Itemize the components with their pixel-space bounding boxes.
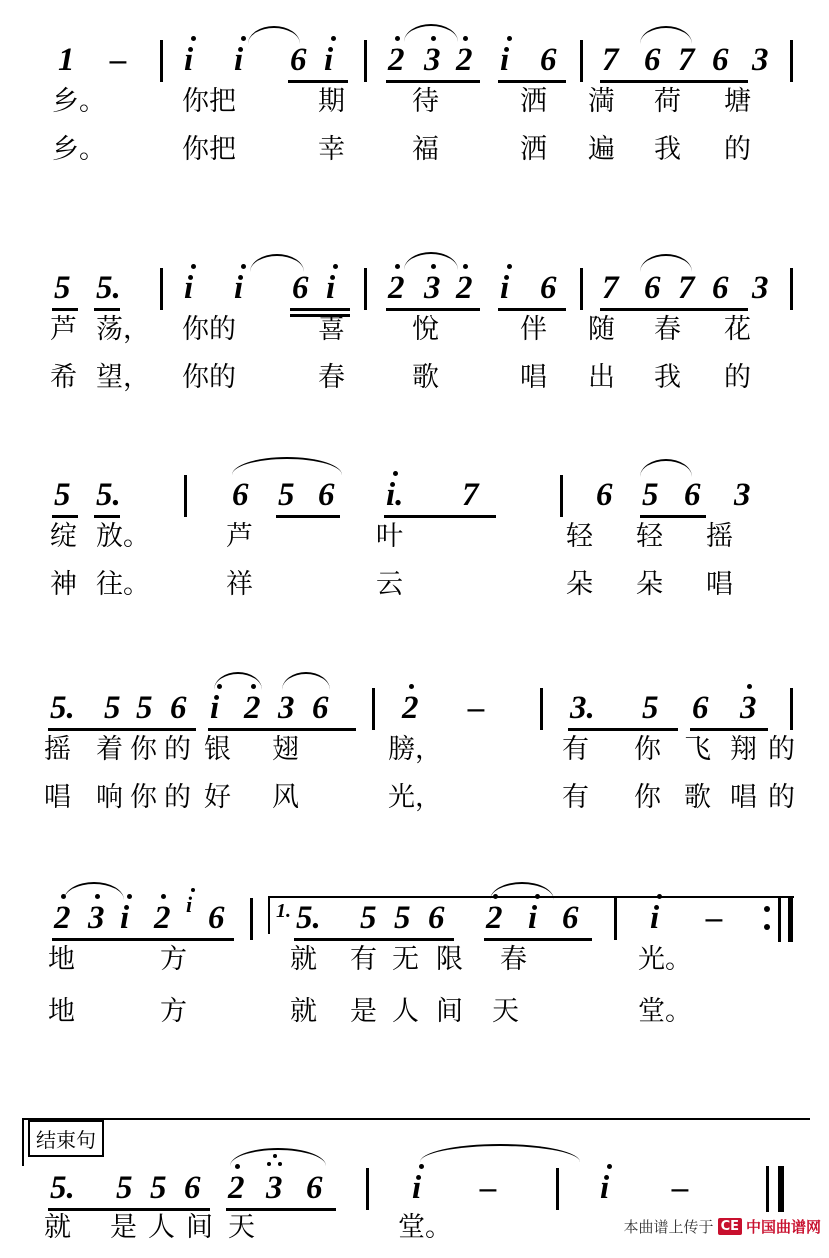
repeat-dot-icon <box>764 906 770 912</box>
note: 5 <box>360 900 377 936</box>
repeat-number-label: 1. <box>276 900 291 922</box>
lyric-syllable: 乡。 <box>52 134 106 165</box>
lyric-syllable: 幸 <box>318 134 345 165</box>
note: i <box>650 900 660 936</box>
note: 2 <box>388 42 405 78</box>
lyric-syllable: 的 <box>768 782 795 813</box>
grace-note: i <box>186 892 193 917</box>
barline <box>184 475 187 517</box>
note: i <box>184 42 194 78</box>
lyric-syllable: 限 <box>436 944 463 975</box>
lyric-syllable: 有 <box>562 734 589 765</box>
octave-dot-icon <box>507 264 512 269</box>
barline <box>372 688 375 730</box>
octave-dot-icon <box>395 36 400 41</box>
note: 2 <box>244 690 261 726</box>
lyric-syllable: 朵 <box>636 569 663 600</box>
note: 7 <box>602 270 619 306</box>
lyric-syllable: 伴 <box>520 314 547 345</box>
note-rest-dash: – <box>480 1170 497 1206</box>
octave-dot-icon <box>127 894 132 899</box>
note: 5 <box>54 477 71 513</box>
lyric-syllable: 洒 <box>520 134 547 165</box>
lyrics-row-4b <box>0 784 829 828</box>
barline <box>766 1166 769 1212</box>
lyric-syllable: 摇 <box>706 521 733 552</box>
lyric-syllable: 天 <box>492 996 519 1027</box>
barline <box>790 268 793 310</box>
barline <box>540 688 543 730</box>
lyric-syllable: 満 <box>588 86 615 117</box>
octave-dot-icon <box>535 894 540 899</box>
note: 5 <box>278 477 295 513</box>
lyrics-row-2b <box>0 364 829 408</box>
lyric-syllable: 歌 <box>684 782 711 813</box>
beam-line <box>94 515 120 518</box>
lyric-syllable: 银 <box>204 734 231 765</box>
barline <box>580 40 583 82</box>
system-4 <box>0 670 829 820</box>
note: 3 <box>734 477 751 513</box>
lyric-syllable: 芦 <box>50 314 77 345</box>
beam-line <box>386 308 480 311</box>
note: 6 <box>184 1170 201 1206</box>
note: 5 <box>136 690 153 726</box>
beam-line <box>276 515 340 518</box>
beam-line <box>384 515 496 518</box>
lyric-syllable: 神 <box>50 569 77 600</box>
note: i <box>210 690 220 726</box>
octave-dot-icon <box>395 264 400 269</box>
beam-line <box>48 1208 210 1211</box>
lyric-syllable: 云 <box>376 569 403 600</box>
lyrics-row-3b <box>0 571 829 615</box>
lyrics-row-5b <box>0 998 829 1042</box>
note: 3 <box>424 270 441 306</box>
section-label-ending: 结束句 <box>28 1120 104 1157</box>
note: 6 <box>318 477 335 513</box>
note: 7 <box>602 42 619 78</box>
lyric-syllable: 就 <box>290 996 317 1027</box>
lyric-syllable: 歌 <box>412 362 439 393</box>
octave-dot-icon <box>419 1164 424 1169</box>
note: 5. <box>96 477 121 513</box>
slur-icon <box>490 882 554 900</box>
note: 6 <box>292 270 309 306</box>
octave-dot-icon <box>251 684 256 689</box>
note: 5 <box>642 690 659 726</box>
octave-dot-icon <box>431 264 436 269</box>
note: 6 <box>562 900 579 936</box>
lyrics-row-5a <box>0 946 829 990</box>
note: 5 <box>642 477 659 513</box>
note: 3 <box>278 690 295 726</box>
lyric-syllable: 的 <box>164 734 191 765</box>
beam-line <box>568 728 678 731</box>
lyric-syllable: 唱 <box>44 782 71 813</box>
beam-line <box>226 1208 336 1211</box>
beam-line <box>48 728 196 731</box>
lyrics-row-2a <box>0 316 829 360</box>
lyrics-row-3a <box>0 523 829 567</box>
lyric-syllable: 唱 <box>706 569 733 600</box>
lyric-syllable: 翔 <box>730 734 757 765</box>
lyric-syllable: 唱 <box>730 782 757 813</box>
lyric-syllable: 芦 <box>226 521 253 552</box>
slur-icon <box>640 459 692 477</box>
barline <box>250 898 253 940</box>
lyric-syllable: 期 <box>318 86 345 117</box>
note: 6 <box>644 270 661 306</box>
beam-line <box>498 308 566 311</box>
lyric-syllable: 往。 <box>96 569 150 600</box>
lyric-syllable: 待 <box>412 86 439 117</box>
note: i <box>500 42 510 78</box>
notation-row-6 <box>0 1150 829 1212</box>
lyric-syllable: 人 <box>148 1212 175 1243</box>
note: 5. <box>50 1170 75 1206</box>
lyric-syllable: 方 <box>160 996 187 1027</box>
note: 5. <box>50 690 75 726</box>
octave-dot-icon <box>493 894 498 899</box>
note-rest-dash: – <box>706 900 723 936</box>
lyric-syllable: 喜 <box>318 314 345 345</box>
lyric-syllable: 你的 <box>182 362 236 393</box>
lyric-syllable: 是 <box>350 996 377 1027</box>
note: 2 <box>228 1170 245 1206</box>
beam-line <box>484 938 592 941</box>
barline <box>580 268 583 310</box>
note: 3 <box>752 42 769 78</box>
lyric-syllable: 着 <box>96 734 123 765</box>
lyric-syllable: 春 <box>318 362 345 393</box>
note: i <box>412 1170 422 1206</box>
note: 3 <box>266 1170 283 1206</box>
lyric-syllable: 朵 <box>566 569 593 600</box>
lyric-syllable: 你的 <box>182 314 236 345</box>
lyric-syllable: 荡， <box>96 314 150 345</box>
note: 2 <box>456 270 473 306</box>
notation-row-4 <box>0 670 829 732</box>
notation-row-2 <box>0 250 829 312</box>
final-barline <box>778 1166 784 1212</box>
note: 5 <box>394 900 411 936</box>
lyric-syllable: 是 <box>110 1212 137 1243</box>
lyric-syllable: 你 <box>634 734 661 765</box>
lyric-syllable: 轻 <box>566 521 593 552</box>
beam-line <box>290 308 350 311</box>
lyric-syllable: 荷 <box>654 86 681 117</box>
note: 6 <box>232 477 249 513</box>
lyrics-row-4a <box>0 736 829 780</box>
note: 6 <box>170 690 187 726</box>
octave-dot-icon <box>463 264 468 269</box>
lyric-syllable: 间 <box>436 996 463 1027</box>
note: 6 <box>306 1170 323 1206</box>
lyric-syllable: 放。 <box>96 521 150 552</box>
note: 6 <box>290 42 307 78</box>
lyric-syllable: 方 <box>160 944 187 975</box>
note: i <box>324 42 334 78</box>
note: 6 <box>712 42 729 78</box>
note: 2 <box>486 900 503 936</box>
octave-dot-icon <box>463 36 468 41</box>
barline <box>614 898 617 940</box>
octave-dot-icon <box>273 1154 277 1158</box>
octave-dot-icon <box>507 36 512 41</box>
lyric-syllable: 希 <box>50 362 77 393</box>
system-3 <box>0 457 829 607</box>
note: 3 <box>88 900 105 936</box>
beam-line <box>600 80 748 83</box>
lyric-syllable: 你把 <box>182 86 236 117</box>
note: 6 <box>312 690 329 726</box>
octave-dot-icon <box>657 894 662 899</box>
note: 5 <box>116 1170 133 1206</box>
barline <box>778 896 781 942</box>
lyric-syllable: 绽 <box>50 521 77 552</box>
octave-dot-icon <box>217 684 222 689</box>
lyrics-row-1a <box>0 88 829 132</box>
lyric-syllable: 地 <box>48 944 75 975</box>
note: 5 <box>104 690 121 726</box>
note: i <box>120 900 130 936</box>
beam-line <box>498 80 566 83</box>
lyric-syllable: 堂。 <box>638 996 692 1027</box>
note: 6 <box>540 42 557 78</box>
lyric-syllable: 间 <box>186 1212 213 1243</box>
octave-dot-icon <box>333 264 338 269</box>
note: 3 <box>752 270 769 306</box>
note: 5 <box>54 270 71 306</box>
note: 6 <box>644 42 661 78</box>
octave-dot-icon <box>61 894 66 899</box>
octave-dot-icon <box>191 36 196 41</box>
note: 5. <box>296 900 321 936</box>
final-barline <box>788 896 793 942</box>
lyric-syllable: 我 <box>654 362 681 393</box>
lyric-syllable: 的 <box>164 782 191 813</box>
barline <box>790 40 793 82</box>
barline <box>364 268 367 310</box>
credit-text: 本曲谱上传于 <box>623 1218 714 1236</box>
notation-row-3 <box>0 457 829 519</box>
beam-line <box>208 728 356 731</box>
lyrics-row-1b <box>0 136 829 180</box>
lyric-syllable: 你 <box>130 734 157 765</box>
note: 6 <box>692 690 709 726</box>
lyric-syllable: 膀， <box>388 734 442 765</box>
barline <box>560 475 563 517</box>
lyric-syllable: 响 <box>96 782 123 813</box>
lyric-syllable: 就 <box>290 944 317 975</box>
octave-dot-icon <box>191 264 196 269</box>
slur-icon <box>64 882 124 900</box>
slur-icon <box>282 672 330 690</box>
lyric-syllable: 翅 <box>272 734 299 765</box>
lyric-syllable: 光。 <box>638 944 692 975</box>
site-name: 中国曲谱网 <box>745 1218 821 1236</box>
lyric-syllable: 有 <box>562 782 589 813</box>
note: 7 <box>462 477 479 513</box>
lyric-syllable: 天 <box>228 1212 255 1243</box>
barline <box>160 268 163 310</box>
barline <box>160 40 163 82</box>
lyric-syllable: 叶 <box>376 521 403 552</box>
system-2 <box>0 250 829 400</box>
octave-dot-icon <box>241 264 246 269</box>
note-rest-dash: – <box>468 690 485 726</box>
octave-dot-icon <box>278 1162 282 1166</box>
beam-line <box>640 515 706 518</box>
lyric-syllable: 轻 <box>636 521 663 552</box>
octave-dot-icon <box>431 36 436 41</box>
lyric-syllable: 随 <box>588 314 615 345</box>
note: 6 <box>428 900 445 936</box>
lyric-syllable: 洒 <box>520 86 547 117</box>
lyric-syllable: 光， <box>388 782 442 813</box>
site-logo-icon: CE <box>718 1218 742 1235</box>
lyric-syllable: 你 <box>634 782 661 813</box>
note: 7 <box>678 270 695 306</box>
lyric-syllable: 飞 <box>684 734 711 765</box>
lyric-syllable: 你 <box>130 782 157 813</box>
note: 7 <box>678 42 695 78</box>
note: i <box>528 900 538 936</box>
note: 2 <box>154 900 171 936</box>
beam-line <box>600 308 748 311</box>
note: 6 <box>208 900 225 936</box>
lyric-syllable: 春 <box>654 314 681 345</box>
octave-dot-icon <box>607 1164 612 1169</box>
note: i. <box>386 477 404 513</box>
note: 6 <box>540 270 557 306</box>
lyric-syllable: 我 <box>654 134 681 165</box>
note: 3 <box>424 42 441 78</box>
octave-dot-icon <box>191 888 195 892</box>
lyric-syllable: 的 <box>724 362 751 393</box>
lyric-syllable: 堂。 <box>398 1212 452 1243</box>
octave-dot-icon <box>747 684 752 689</box>
note: i <box>500 270 510 306</box>
note: 2 <box>402 690 419 726</box>
beam-line <box>690 728 768 731</box>
lyric-syllable: 祥 <box>226 569 253 600</box>
octave-dot-icon <box>235 1164 240 1169</box>
beam-line <box>288 80 348 83</box>
barline <box>790 688 793 730</box>
repeat-dot-icon <box>764 924 770 930</box>
barline <box>366 1168 369 1210</box>
note: 2 <box>456 42 473 78</box>
lyric-syllable: 的 <box>768 734 795 765</box>
note: 1 <box>58 42 75 78</box>
octave-dot-icon <box>409 684 414 689</box>
octave-dot-icon <box>95 894 100 899</box>
note: i <box>600 1170 610 1206</box>
lyric-syllable: 塘 <box>724 86 751 117</box>
lyric-syllable: 就 <box>44 1212 71 1243</box>
upload-credit <box>624 1216 821 1237</box>
note-rest-dash: – <box>110 42 127 78</box>
octave-dot-icon <box>331 36 336 41</box>
note: 6 <box>712 270 729 306</box>
note: 6 <box>684 477 701 513</box>
lyric-syllable: 无 <box>392 944 419 975</box>
note: 3. <box>570 690 595 726</box>
beam-line <box>294 938 454 941</box>
octave-dot-icon <box>393 471 398 476</box>
lyric-syllable: 福 <box>412 134 439 165</box>
beam-line <box>94 308 120 311</box>
note: 3 <box>740 690 757 726</box>
lyric-syllable: 你把 <box>182 134 236 165</box>
lyric-syllable: 遍 <box>588 134 615 165</box>
note: 5. <box>96 270 121 306</box>
lyric-syllable: 唱 <box>520 362 547 393</box>
barline <box>364 40 367 82</box>
lyric-syllable: 春 <box>500 944 527 975</box>
system-1 <box>0 22 829 172</box>
lyric-syllable: 的 <box>724 134 751 165</box>
lyric-syllable: 花 <box>724 314 751 345</box>
notation-row-1 <box>0 22 829 84</box>
lyric-syllable: 风 <box>272 782 299 813</box>
lyric-syllable: 有 <box>350 944 377 975</box>
note: i <box>184 270 194 306</box>
note: 6 <box>596 477 613 513</box>
barline <box>556 1168 559 1210</box>
beam-line <box>52 515 78 518</box>
lyric-syllable: 好 <box>204 782 231 813</box>
lyric-syllable: 悅 <box>412 314 439 345</box>
note: i <box>326 270 336 306</box>
beam-line <box>386 80 480 83</box>
slur-icon <box>232 457 342 475</box>
lyric-syllable: 地 <box>48 996 75 1027</box>
notation-row-5 <box>0 880 829 942</box>
note: 5 <box>150 1170 167 1206</box>
octave-dot-icon <box>267 1162 271 1166</box>
lyric-syllable: 人 <box>392 996 419 1027</box>
note: 2 <box>388 270 405 306</box>
lyric-syllable: 乡。 <box>52 86 106 117</box>
lyric-syllable: 出 <box>588 362 615 393</box>
beam-line <box>52 938 234 941</box>
note: i <box>234 42 244 78</box>
beam-line <box>52 308 78 311</box>
lyric-syllable: 摇 <box>44 734 71 765</box>
note-rest-dash: – <box>672 1170 689 1206</box>
lyric-syllable: 望， <box>96 362 150 393</box>
note: i <box>234 270 244 306</box>
octave-dot-icon <box>241 36 246 41</box>
octave-dot-icon <box>161 894 166 899</box>
note: 2 <box>54 900 71 936</box>
system-5 <box>0 880 829 1030</box>
